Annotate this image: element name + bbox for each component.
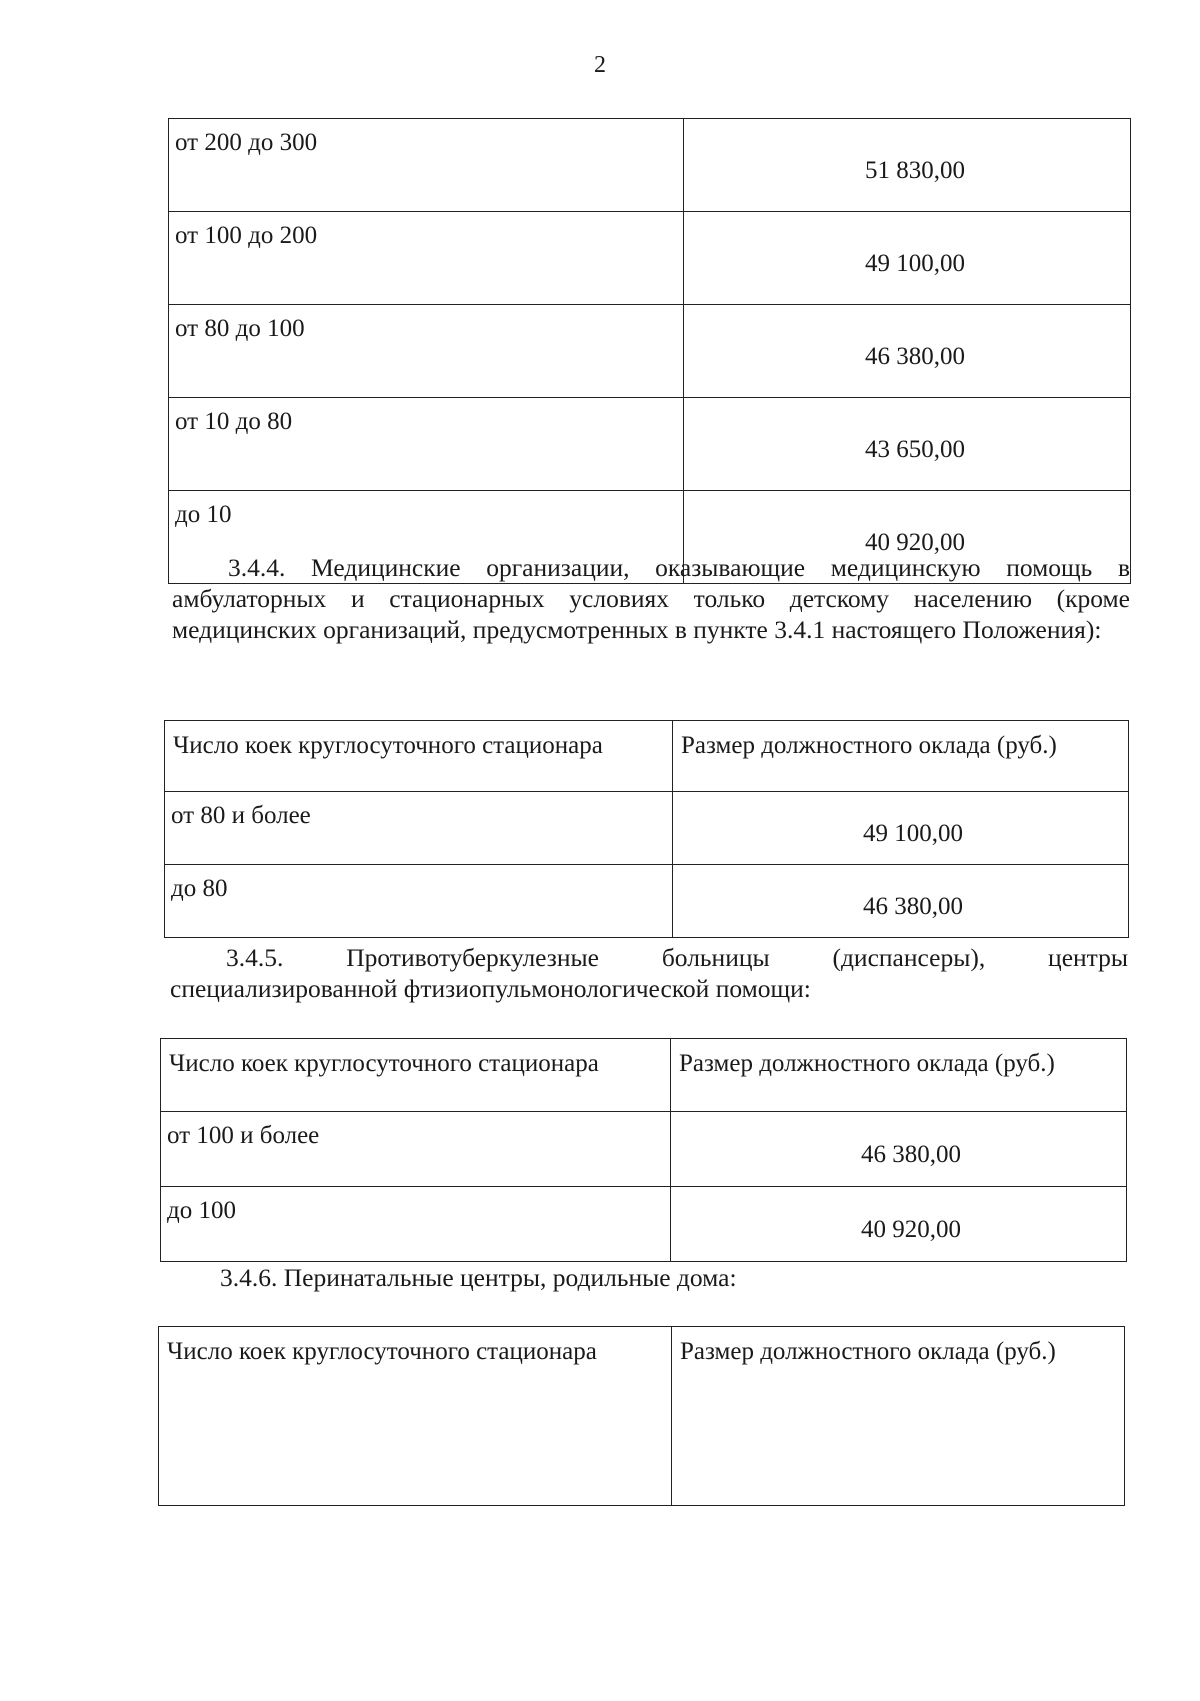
salary-amount-cell: 46 380,00	[684, 305, 1131, 398]
salary-table-3-4-5	[160, 1038, 1127, 1262]
section-3-4-4-paragraph	[172, 552, 1130, 645]
table-row	[169, 398, 1131, 491]
beds-range-cell: до 80	[165, 865, 673, 938]
beds-range-cell: от 10 до 80	[169, 398, 684, 491]
table-header-row	[159, 1327, 1125, 1506]
table-row	[161, 1187, 1127, 1262]
section-3-4-5-text: 3.4.5. Противотуберкулезные больницы (диспансеры), центры специализированной фтизиопульмонологической помощи:	[170, 943, 1128, 1003]
beds-range-cell: от 80 до 100	[169, 305, 684, 398]
beds-range-cell: от 80 и более	[165, 792, 673, 865]
salary-amount-cell: 40 920,00	[671, 1187, 1127, 1262]
beds-range-cell: до 10	[169, 491, 684, 584]
header-salary-cell: Размер должностного оклада (руб.)	[672, 1327, 1125, 1506]
table-header-row	[165, 721, 1129, 792]
page-number: 2	[594, 52, 606, 78]
table-header-row	[161, 1039, 1127, 1112]
section-3-4-4-text: 3.4.4. Медицинские организации, оказывающие медицинскую помощь в амбулаторных и стационарных условиях только детскому населению (кроме медицинских организаций, предусмотренных в пункте 3.4.1 настоящего Положения):	[172, 553, 1130, 644]
section-3-4-6-text: 3.4.6. Перинатальные центры, родильные дома:	[220, 1263, 737, 1292]
header-beds-cell: Число коек круглосуточного стационара	[161, 1039, 671, 1112]
salary-amount-cell: 51 830,00	[684, 119, 1131, 212]
beds-range-cell: от 100 до 200	[169, 212, 684, 305]
salary-amount-cell: 43 650,00	[684, 398, 1131, 491]
header-salary-cell: Размер должностного оклада (руб.)	[671, 1039, 1127, 1112]
table-row	[169, 212, 1131, 305]
beds-range-cell: от 100 и более	[161, 1112, 671, 1187]
table-row	[165, 792, 1129, 865]
salary-amount-cell: 40 920,00	[684, 491, 1131, 584]
table-row	[161, 1112, 1127, 1187]
salary-amount-cell: 46 380,00	[671, 1112, 1127, 1187]
table-row	[169, 119, 1131, 212]
beds-range-cell: до 100	[161, 1187, 671, 1262]
section-3-4-6-paragraph	[220, 1262, 1120, 1293]
salary-table-3-4-6	[158, 1326, 1125, 1506]
salary-amount-cell: 49 100,00	[673, 792, 1129, 865]
header-salary-cell: Размер должностного оклада (руб.)	[673, 721, 1129, 792]
section-3-4-5-paragraph	[170, 942, 1128, 1004]
header-beds-cell: Число коек круглосуточного стационара	[159, 1327, 672, 1506]
salary-amount-cell: 49 100,00	[684, 212, 1131, 305]
header-beds-cell: Число коек круглосуточного стационара	[165, 721, 673, 792]
table-row	[169, 305, 1131, 398]
beds-range-cell: от 200 до 300	[169, 119, 684, 212]
salary-table-3-4-4	[164, 720, 1129, 938]
table-row	[165, 865, 1129, 938]
salary-table-continued	[168, 118, 1131, 584]
salary-amount-cell: 46 380,00	[673, 865, 1129, 938]
